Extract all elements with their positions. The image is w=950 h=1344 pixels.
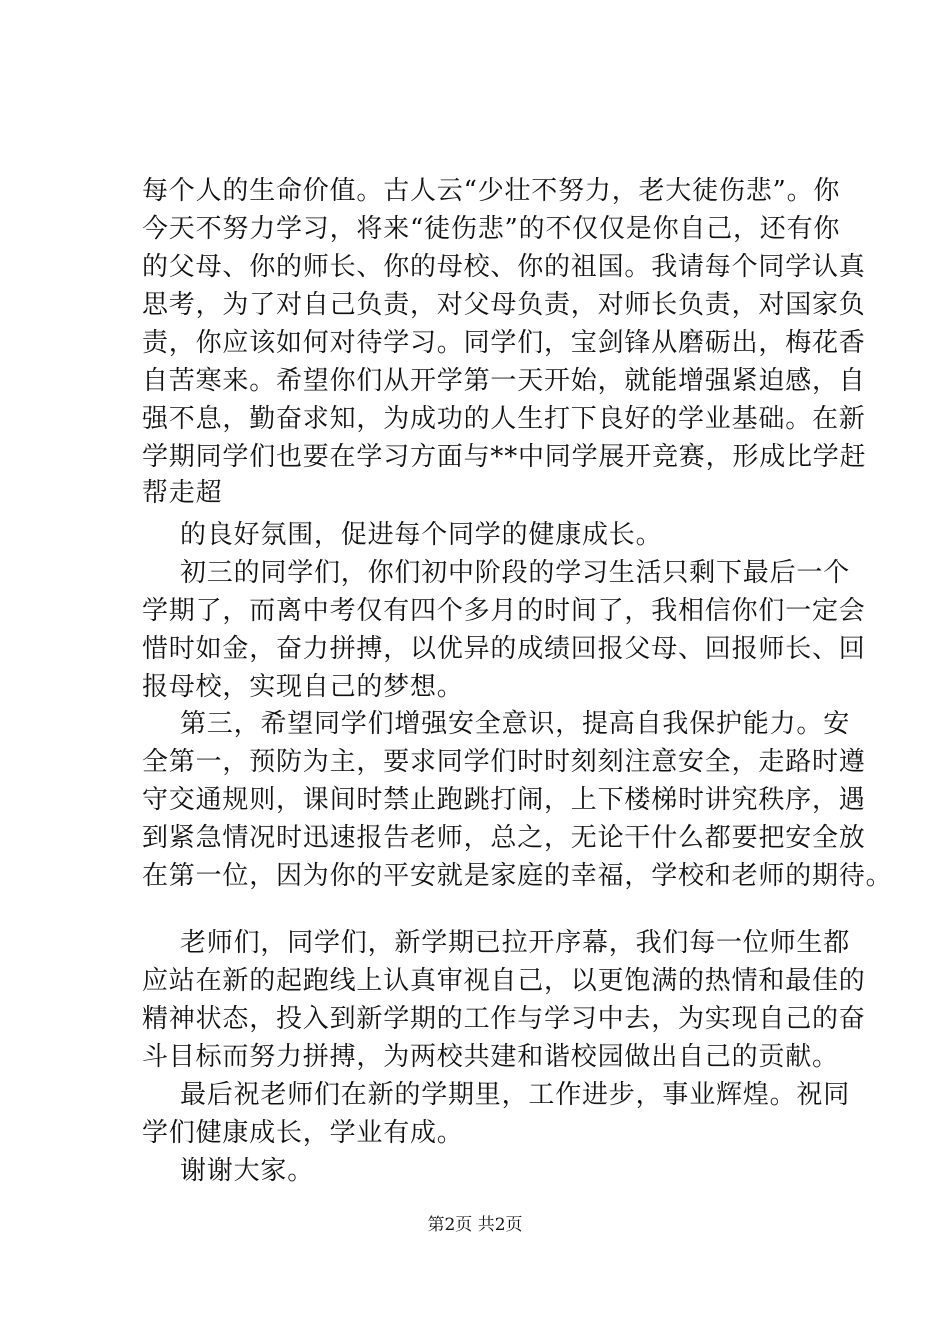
body-text-line: 今天不努力学习，将来“徒伤悲”的不仅仅是你自己，还有你	[142, 214, 841, 244]
body-text-line: 责，你应该如何对待学习。同学们，宝剑锋从磨砺出，梅花香	[142, 328, 866, 358]
body-text-line: 强不息，勤奋求知，为成功的人生打下良好的学业基础。在新	[142, 404, 866, 434]
body-text-line: 帮走超	[142, 478, 223, 508]
body-text-line: 惜时如金，奋力拼搏，以优异的成绩回报父母、回报师长、回	[142, 634, 866, 664]
body-text-line: 全第一，预防为主，要求同学们时时刻刻注意安全，走路时遵	[142, 747, 866, 777]
body-text-line: 学期同学们也要在学习方面与**中同学展开竞赛，形成比学赶	[142, 442, 867, 472]
page-number-footer: 第2页 共2页	[427, 1215, 523, 1235]
body-text-line: 每个人的生命价值。古人云“少壮不努力，老大徒伤悲”。你	[142, 176, 841, 206]
paragraph-first-line: 第三，希望同学们增强安全意识，提高自我保护能力。安	[180, 709, 851, 739]
body-text-line: 在第一位，因为你的平安就是家庭的幸福，学校和老师的期待。	[142, 861, 893, 891]
body-text-line: 学期了，而离中考仅有四个多月的时间了，我相信你们一定会	[142, 596, 866, 626]
closing-line: 谢谢大家。	[180, 1156, 315, 1186]
body-text-line: 斗目标而努力拼搏，为两校共建和谐校园做出自己的贡献。	[142, 1042, 839, 1072]
body-text-line: 的父母、你的师长、你的母校、你的祖国。我请每个同学认真	[142, 252, 866, 282]
body-text-line: 学们健康成长，学业有成。	[142, 1118, 464, 1148]
body-text-line: 应站在新的起跑线上认真审视自己，以更饱满的热情和最佳的	[142, 966, 866, 996]
body-text-line: 思考，为了对自己负责，对父母负责，对师长负责，对国家负	[142, 290, 866, 320]
body-text-line: 到紧急情况时迅速报告老师，总之，无论干什么都要把安全放	[142, 823, 866, 853]
body-text-line: 守交通规则，课间时禁止跑跳打闹，上下楼梯时讲究秩序，遇	[142, 785, 866, 815]
body-text-line: 报母校，实现自己的梦想。	[142, 672, 464, 702]
body-text-line: 自苦寒来。希望你们从开学第一天开始，就能增强紧迫感，自	[142, 366, 866, 396]
paragraph-first-line: 老师们，同学们，新学期已拉开序幕，我们每一位师生都	[180, 928, 851, 958]
paragraph-first-line: 初三的同学们，你们初中阶段的学习生活只剩下最后一个	[180, 558, 851, 588]
body-text-line: 的良好氛围，促进每个同学的健康成长。	[180, 520, 663, 550]
body-text-line: 精神状态，投入到新学期的工作与学习中去，为实现自己的奋	[142, 1004, 866, 1034]
paragraph-first-line: 最后祝老师们在新的学期里，工作进步，事业辉煌。祝同	[180, 1080, 851, 1110]
